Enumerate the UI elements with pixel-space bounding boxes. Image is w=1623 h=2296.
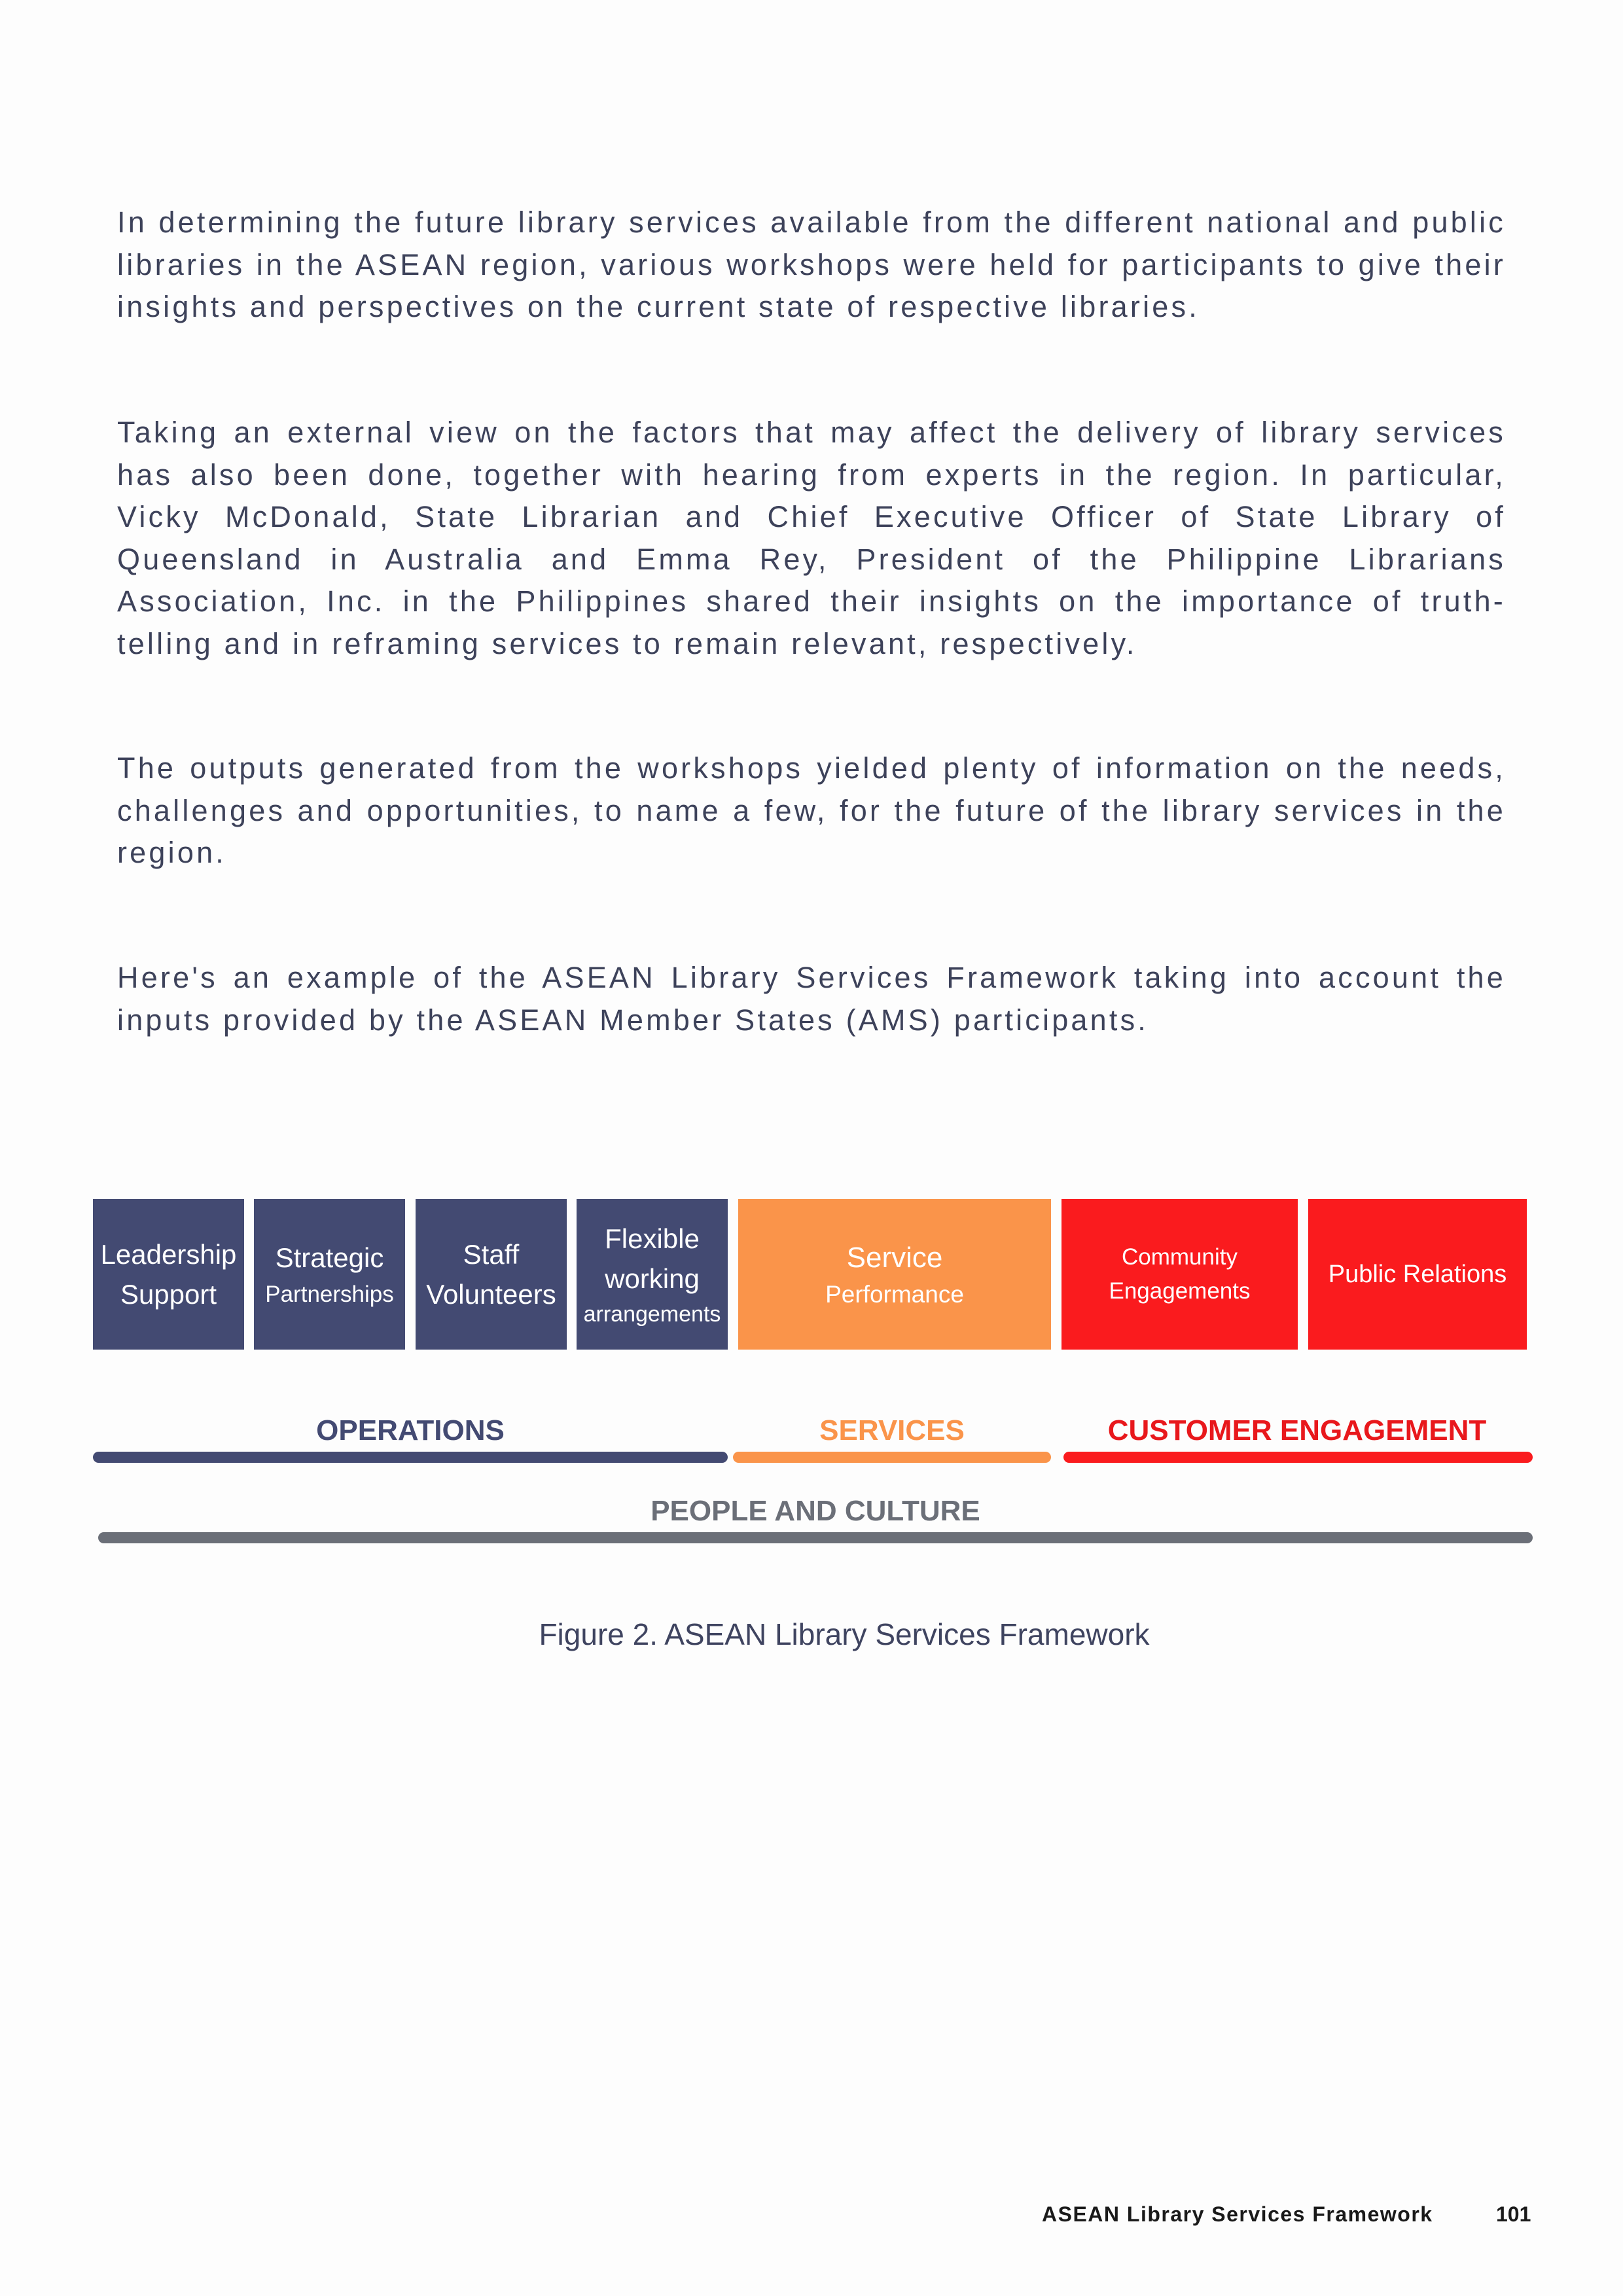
customer-engagement-label: CUSTOMER ENGAGEMENT	[1107, 1414, 1487, 1446]
box-label-line: Public Relations	[1328, 1261, 1507, 1288]
footer-document-title: ASEAN Library Services Framework	[1042, 2202, 1433, 2226]
customer-engagement-bar	[1063, 1452, 1533, 1463]
box-label-line: Leadership	[100, 1239, 237, 1270]
box-label-line: Engagements	[1109, 1278, 1251, 1304]
box-label-line: Staff	[463, 1239, 520, 1270]
services-label: SERVICES	[819, 1414, 965, 1446]
people-culture-label: PEOPLE AND CULTURE	[651, 1495, 980, 1527]
box-label-line: Flexible	[605, 1223, 700, 1254]
external-view-paragraph: Taking an external view on the factors that may affect the delivery of library services has also been done, together with hearing from experts in the region. In particular, Vicky McDonald, State Librarian and Chief Executive Officer of State Library of Queensland in Australia and Emma Rey, President of the Philippine Librarians Association, Inc. in the Philippines shared their insights on the importance of truth-telling and in reframing services to remain relevant, respectively.	[117, 416, 1506, 660]
box-label-line: Community	[1122, 1244, 1238, 1270]
footer-page-number: 101	[1496, 2202, 1531, 2226]
box-label-line: Performance	[825, 1280, 964, 1308]
box-label-line: Support	[120, 1279, 217, 1310]
box-public-relations	[1308, 1199, 1527, 1350]
box-community-engagements	[1061, 1199, 1298, 1350]
box-label-line: Volunteers	[426, 1279, 556, 1310]
box-label-line: arrangements	[583, 1302, 721, 1327]
workshop-outputs-paragraph: The outputs generated from the workshops yielded plenty of information on the needs, challenges and opportunities, to name a few, for the future of the library services in the region.	[117, 751, 1506, 869]
operations-bar	[93, 1452, 728, 1463]
box-leadership-support	[93, 1199, 244, 1350]
box-staff-volunteers	[416, 1199, 567, 1350]
framework-example-paragraph: Here's an example of the ASEAN Library Services Framework taking into account the inputs provided by the ASEAN Member States (AMS) participants.	[117, 961, 1506, 1037]
intro-paragraph-workshops: In determining the future library services available from the different national and public libraries in the ASEAN region, various workshops were held for participants to give their insights and perspectives on the current state of respective libraries.	[117, 206, 1506, 323]
people-culture-bar	[98, 1532, 1533, 1543]
box-strategic-partnerships	[254, 1199, 405, 1350]
box-label-line: Strategic	[275, 1242, 384, 1273]
services-bar	[733, 1452, 1051, 1463]
box-label-line: Service	[846, 1241, 943, 1274]
figure-caption: Figure 2. ASEAN Library Services Framework	[539, 1617, 1150, 1651]
operations-label: OPERATIONS	[316, 1414, 505, 1446]
box-label-line: Partnerships	[265, 1281, 394, 1307]
box-flexible-working	[577, 1199, 728, 1350]
box-label-line: working	[605, 1263, 700, 1294]
box-service-performance	[738, 1199, 1051, 1350]
